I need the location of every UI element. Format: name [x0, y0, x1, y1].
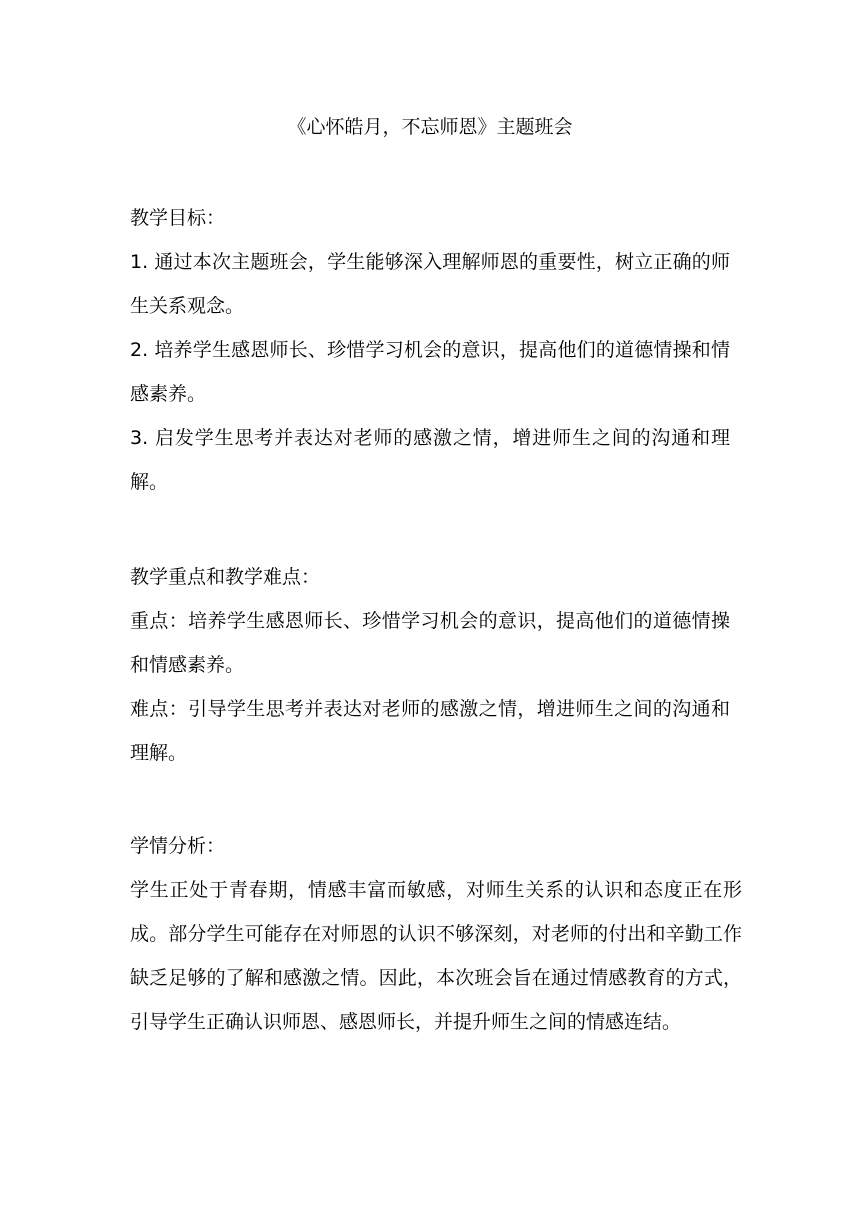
difficulty-paragraph: 难点：引导学生思考并表达对老师的感激之情，增进师生之间的沟通和理解。 [130, 698, 730, 764]
goal-item-3: 3. 启发学生思考并表达对老师的感激之情，增进师生之间的沟通和理解。 [130, 427, 730, 493]
goal-item-2: 2. 培养学生感恩师长、珍惜学习机会的意识，提高他们的道德情操和情感素养。 [130, 339, 730, 405]
section-key-points [130, 555, 730, 775]
section-heading-goals: 教学目标： [130, 207, 226, 229]
section-heading-analysis: 学情分析： [130, 835, 226, 857]
section-heading-keypoints: 教学重点和教学难点： [130, 566, 321, 588]
goal-item-1: 1. 通过本次主题班会，学生能够深入理解师恩的重要性，树立正确的师生关系观念。 [130, 251, 730, 317]
focus-paragraph: 重点：培养学生感恩师长、珍惜学习机会的意识，提高他们的道德情操和情感素养。 [130, 610, 730, 676]
analysis-paragraph: 学生正处于青春期，情感丰富而敏感，对师生关系的认识和态度正在形成。部分学生可能存在对师恩的认识不够深刻，对老师的付出和辛勤工作缺乏足够的了解和感激之情。因此，本次班会旨在通过情感教育的方式，引导学生正确认识师恩、感恩师长，并提升师生之间的情感连结。 [130, 879, 742, 1033]
document-title: 《心怀皓月，不忘师恩》主题班会 [287, 116, 573, 138]
section-teaching-goals [130, 196, 730, 504]
section-learning-analysis [130, 824, 742, 1044]
